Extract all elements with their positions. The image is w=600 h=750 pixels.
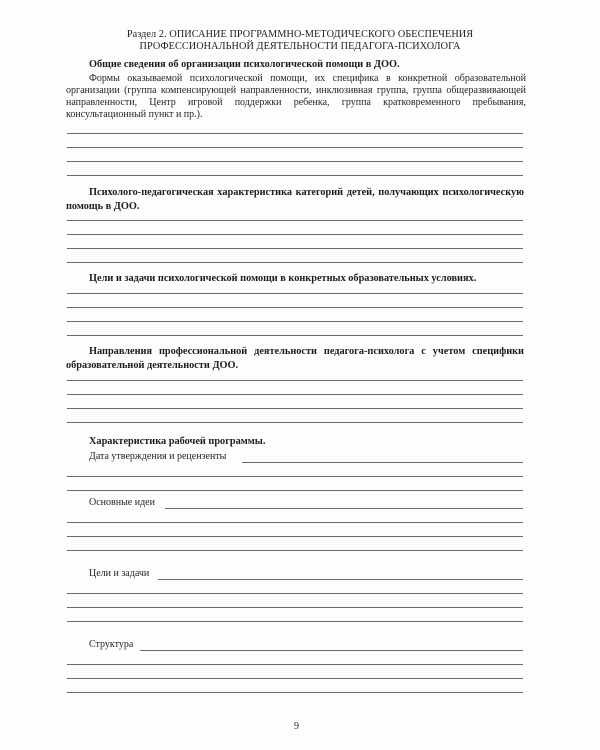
program-heading: Характеристика рабочей программы. [89, 436, 266, 447]
answer-line[interactable] [67, 678, 523, 679]
answer-line[interactable] [67, 380, 523, 381]
goals-heading: Цели и задачи психологической помощи в конкретных образовательных условиях. [89, 273, 477, 284]
answer-line[interactable] [67, 307, 523, 308]
approval-label: Дата утверждения и рецензенты [89, 451, 227, 462]
answer-line[interactable] [67, 234, 523, 235]
answer-line[interactable] [67, 692, 523, 693]
answer-line[interactable] [67, 476, 523, 477]
main-ideas-label: Основные идеи [89, 497, 155, 508]
answer-line[interactable] [67, 335, 523, 336]
answer-line[interactable] [67, 220, 523, 221]
answer-line[interactable] [67, 536, 523, 537]
approval-input-line[interactable] [242, 462, 523, 463]
answer-line[interactable] [67, 522, 523, 523]
answer-line[interactable] [67, 293, 523, 294]
answer-line[interactable] [67, 621, 523, 622]
answer-line[interactable] [67, 394, 523, 395]
answer-line[interactable] [67, 550, 523, 551]
section-title-line-1: Раздел 2. ОПИСАНИЕ ПРОГРАММНО-МЕТОДИЧЕСКОГО ОБЕСПЕЧЕНИЯ [126, 29, 474, 40]
answer-line[interactable] [67, 664, 523, 665]
page-number: 9 [294, 721, 299, 732]
answer-line[interactable] [67, 161, 523, 162]
answer-line[interactable] [67, 422, 523, 423]
structure-label: Структура [89, 639, 134, 650]
answer-line[interactable] [67, 133, 523, 134]
structure-input-line[interactable] [140, 650, 523, 651]
main-ideas-input-line[interactable] [165, 508, 523, 509]
children-characteristics-heading: Психолого-педагогическая характеристика категорий детей, получающих психологическую помощь в ДОО. [66, 187, 524, 212]
answer-line[interactable] [67, 262, 523, 263]
answer-line[interactable] [67, 408, 523, 409]
goals-tasks-input-line[interactable] [158, 579, 523, 580]
general-info-heading: Общие сведения об организации психологической помощи в ДОО. [89, 59, 400, 70]
goals-tasks-label: Цели и задачи [89, 568, 150, 579]
general-info-text: Формы оказываемой психологической помощи, их специфика в конкретной образовательной организации (группа компенсирующей направленности, инклюзивная группа, группа общеразвивающей направленности, Центр игровой поддержки ребенка, группа кратковременного пребывания, консультационный пункт и пр.). [66, 73, 526, 120]
answer-line[interactable] [67, 321, 523, 322]
answer-line[interactable] [67, 147, 523, 148]
answer-line[interactable] [67, 175, 523, 176]
section-title-line-2: ПРОФЕССИОНАЛЬНОЙ ДЕЯТЕЛЬНОСТИ ПЕДАГОГА-ПСИХОЛОГА [139, 41, 461, 52]
answer-line[interactable] [67, 607, 523, 608]
directions-heading: Направления профессиональной деятельности педагога-психолога с учетом специфики образовательной деятельности ДОО. [66, 346, 524, 371]
answer-line[interactable] [67, 490, 523, 491]
answer-line[interactable] [67, 248, 523, 249]
answer-line[interactable] [67, 593, 523, 594]
